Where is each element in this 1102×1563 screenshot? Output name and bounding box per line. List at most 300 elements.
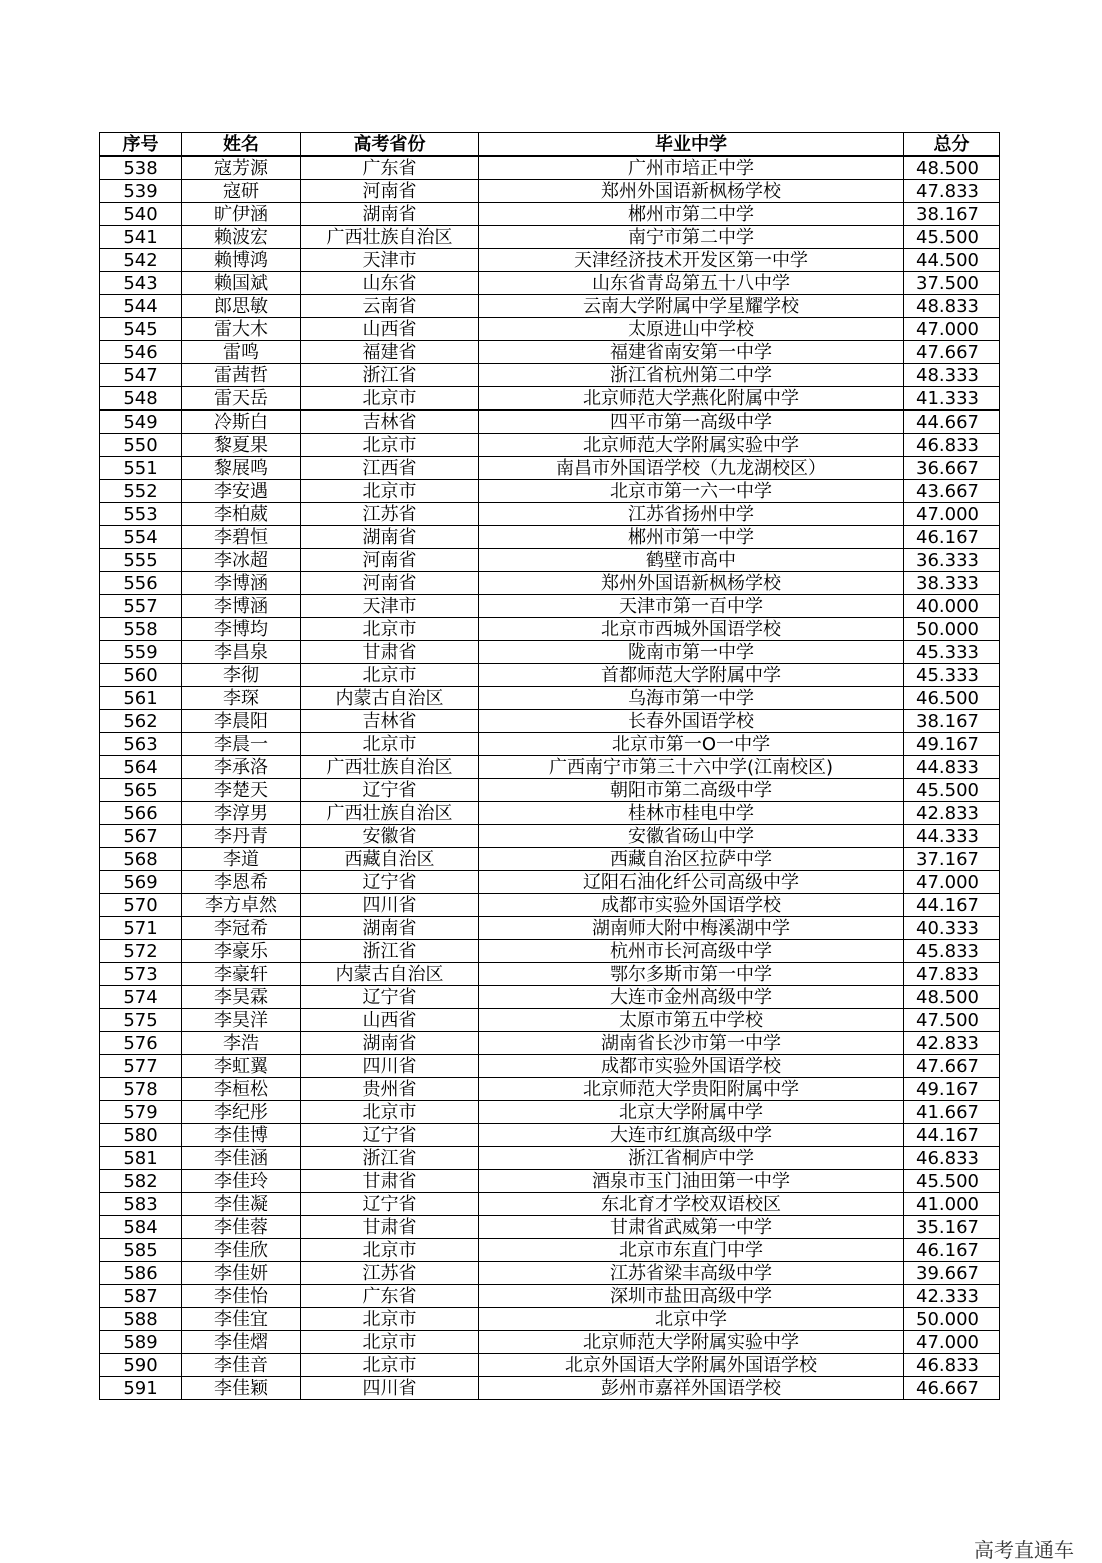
cell-school: 成都市实验外国语学校 [479, 1055, 904, 1078]
cell-score: 45.833 [904, 940, 1000, 963]
cell-school: 大连市金州高级中学 [479, 986, 904, 1009]
header-name: 姓名 [182, 133, 301, 157]
cell-name: 李碧恒 [182, 526, 301, 549]
cell-name: 李柏葳 [182, 503, 301, 526]
cell-index: 541 [100, 226, 182, 249]
cell-school: 北京大学附属中学 [479, 1101, 904, 1124]
cell-province: 广东省 [301, 156, 479, 180]
cell-name: 李彻 [182, 664, 301, 687]
cell-school: 郑州外国语新枫杨学校 [479, 572, 904, 595]
cell-name: 李佳妍 [182, 1262, 301, 1285]
cell-province: 甘肃省 [301, 641, 479, 664]
cell-school: 山东省青岛第五十八中学 [479, 272, 904, 295]
cell-score: 47.833 [904, 180, 1000, 203]
cell-score: 45.333 [904, 664, 1000, 687]
cell-name: 李佳凝 [182, 1193, 301, 1216]
cell-province: 北京市 [301, 387, 479, 411]
cell-score: 45.500 [904, 1170, 1000, 1193]
cell-name: 雷鸣 [182, 341, 301, 364]
cell-province: 天津市 [301, 595, 479, 618]
cell-province: 北京市 [301, 618, 479, 641]
cell-name: 李安遇 [182, 480, 301, 503]
cell-index: 568 [100, 848, 182, 871]
cell-school: 湖南省长沙市第一中学 [479, 1032, 904, 1055]
table-row [100, 618, 1000, 641]
cell-index: 561 [100, 687, 182, 710]
cell-school: 郴州市第一中学 [479, 526, 904, 549]
table-row [100, 1170, 1000, 1193]
cell-province: 甘肃省 [301, 1216, 479, 1239]
cell-name: 李佳涵 [182, 1147, 301, 1170]
cell-index: 559 [100, 641, 182, 664]
cell-score: 46.833 [904, 1354, 1000, 1377]
cell-score: 44.167 [904, 1124, 1000, 1147]
cell-score: 44.667 [904, 410, 1000, 434]
cell-school: 太原市第五中学校 [479, 1009, 904, 1032]
cell-province: 天津市 [301, 249, 479, 272]
cell-score: 46.500 [904, 687, 1000, 710]
cell-index: 564 [100, 756, 182, 779]
cell-school: 浙江省桐庐中学 [479, 1147, 904, 1170]
cell-province: 吉林省 [301, 410, 479, 434]
cell-province: 内蒙古自治区 [301, 963, 479, 986]
cell-index: 542 [100, 249, 182, 272]
cell-name: 李丹青 [182, 825, 301, 848]
cell-index: 583 [100, 1193, 182, 1216]
cell-province: 北京市 [301, 664, 479, 687]
cell-index: 587 [100, 1285, 182, 1308]
cell-index: 549 [100, 410, 182, 434]
cell-index: 550 [100, 434, 182, 457]
cell-score: 37.500 [904, 272, 1000, 295]
cell-name: 李佳熠 [182, 1331, 301, 1354]
cell-index: 589 [100, 1331, 182, 1354]
cell-name: 李恩希 [182, 871, 301, 894]
cell-province: 北京市 [301, 1308, 479, 1331]
cell-name: 旷伊涵 [182, 203, 301, 226]
cell-index: 588 [100, 1308, 182, 1331]
cell-province: 北京市 [301, 434, 479, 457]
table-row [100, 364, 1000, 387]
cell-province: 山西省 [301, 318, 479, 341]
cell-score: 47.667 [904, 341, 1000, 364]
table-row [100, 272, 1000, 295]
cell-province: 江苏省 [301, 1262, 479, 1285]
cell-index: 571 [100, 917, 182, 940]
cell-school: 浙江省杭州第二中学 [479, 364, 904, 387]
cell-school: 鄂尔多斯市第一中学 [479, 963, 904, 986]
table-row [100, 387, 1000, 411]
cell-school: 甘肃省武威第一中学 [479, 1216, 904, 1239]
cell-school: 北京市东直门中学 [479, 1239, 904, 1262]
cell-province: 吉林省 [301, 710, 479, 733]
cell-name: 李纪彤 [182, 1101, 301, 1124]
table-row [100, 1193, 1000, 1216]
cell-province: 北京市 [301, 1331, 479, 1354]
cell-score: 49.167 [904, 1078, 1000, 1101]
cell-index: 572 [100, 940, 182, 963]
cell-school: 辽阳石油化纤公司高级中学 [479, 871, 904, 894]
cell-score: 48.333 [904, 364, 1000, 387]
cell-name: 李博涵 [182, 595, 301, 618]
cell-index: 558 [100, 618, 182, 641]
cell-index: 586 [100, 1262, 182, 1285]
cell-name: 李豪轩 [182, 963, 301, 986]
cell-score: 42.333 [904, 1285, 1000, 1308]
table-row [100, 549, 1000, 572]
table-row [100, 295, 1000, 318]
cell-score: 42.833 [904, 1032, 1000, 1055]
cell-school: 长春外国语学校 [479, 710, 904, 733]
table-row [100, 1009, 1000, 1032]
cell-score: 44.833 [904, 756, 1000, 779]
table-body [100, 156, 1000, 1400]
cell-name: 李佳颖 [182, 1377, 301, 1400]
cell-province: 浙江省 [301, 1147, 479, 1170]
cell-school: 陇南市第一中学 [479, 641, 904, 664]
table-row [100, 894, 1000, 917]
cell-province: 辽宁省 [301, 1193, 479, 1216]
cell-name: 李豪乐 [182, 940, 301, 963]
table-row [100, 825, 1000, 848]
cell-province: 北京市 [301, 1354, 479, 1377]
cell-province: 福建省 [301, 341, 479, 364]
cell-province: 江西省 [301, 457, 479, 480]
cell-score: 47.000 [904, 318, 1000, 341]
cell-school: 朝阳市第二高级中学 [479, 779, 904, 802]
table-row [100, 1032, 1000, 1055]
cell-name: 李佳玲 [182, 1170, 301, 1193]
cell-name: 赖波宏 [182, 226, 301, 249]
cell-school: 北京市第一六一中学 [479, 480, 904, 503]
cell-index: 577 [100, 1055, 182, 1078]
cell-province: 广西壮族自治区 [301, 756, 479, 779]
table-row [100, 687, 1000, 710]
table-row [100, 1354, 1000, 1377]
cell-school: 北京师范大学附属实验中学 [479, 1331, 904, 1354]
cell-school: 广州市培正中学 [479, 156, 904, 180]
cell-score: 39.667 [904, 1262, 1000, 1285]
cell-score: 46.833 [904, 1147, 1000, 1170]
cell-province: 辽宁省 [301, 986, 479, 1009]
table-row [100, 963, 1000, 986]
cell-index: 539 [100, 180, 182, 203]
cell-school: 安徽省砀山中学 [479, 825, 904, 848]
cell-score: 43.667 [904, 480, 1000, 503]
cell-index: 553 [100, 503, 182, 526]
cell-province: 辽宁省 [301, 871, 479, 894]
cell-name: 李方卓然 [182, 894, 301, 917]
cell-score: 38.167 [904, 710, 1000, 733]
cell-score: 48.500 [904, 986, 1000, 1009]
cell-school: 郑州外国语新枫杨学校 [479, 180, 904, 203]
cell-name: 李楚天 [182, 779, 301, 802]
cell-school: 鹤壁市高中 [479, 549, 904, 572]
cell-province: 云南省 [301, 295, 479, 318]
table-row [100, 1262, 1000, 1285]
cell-name: 李道 [182, 848, 301, 871]
cell-score: 47.000 [904, 503, 1000, 526]
cell-score: 44.333 [904, 825, 1000, 848]
cell-province: 北京市 [301, 1101, 479, 1124]
cell-score: 36.667 [904, 457, 1000, 480]
cell-name: 冷斯白 [182, 410, 301, 434]
table-row [100, 434, 1000, 457]
cell-index: 543 [100, 272, 182, 295]
cell-index: 562 [100, 710, 182, 733]
table-row [100, 203, 1000, 226]
cell-name: 李桓松 [182, 1078, 301, 1101]
cell-name: 黎展鸣 [182, 457, 301, 480]
cell-index: 591 [100, 1377, 182, 1400]
cell-school: 首都师范大学附属中学 [479, 664, 904, 687]
cell-province: 北京市 [301, 480, 479, 503]
cell-index: 556 [100, 572, 182, 595]
cell-name: 李承洛 [182, 756, 301, 779]
table-row [100, 1216, 1000, 1239]
cell-index: 554 [100, 526, 182, 549]
cell-school: 北京市第一O一中学 [479, 733, 904, 756]
cell-name: 寇研 [182, 180, 301, 203]
cell-province: 内蒙古自治区 [301, 687, 479, 710]
cell-name: 郎思敏 [182, 295, 301, 318]
table-row [100, 503, 1000, 526]
cell-province: 贵州省 [301, 1078, 479, 1101]
table-row [100, 986, 1000, 1009]
cell-index: 545 [100, 318, 182, 341]
cell-school: 郴州市第二中学 [479, 203, 904, 226]
cell-score: 45.500 [904, 226, 1000, 249]
cell-score: 46.167 [904, 526, 1000, 549]
cell-score: 44.167 [904, 894, 1000, 917]
cell-index: 551 [100, 457, 182, 480]
cell-index: 570 [100, 894, 182, 917]
table-row [100, 664, 1000, 687]
cell-school: 南宁市第二中学 [479, 226, 904, 249]
cell-index: 580 [100, 1124, 182, 1147]
cell-name: 赖博鸿 [182, 249, 301, 272]
cell-name: 李浩 [182, 1032, 301, 1055]
cell-school: 北京师范大学贵阳附属中学 [479, 1078, 904, 1101]
cell-name: 雷天岳 [182, 387, 301, 411]
cell-index: 552 [100, 480, 182, 503]
table-row [100, 871, 1000, 894]
cell-score: 50.000 [904, 1308, 1000, 1331]
cell-name: 赖国斌 [182, 272, 301, 295]
cell-score: 46.667 [904, 1377, 1000, 1400]
cell-province: 浙江省 [301, 364, 479, 387]
cell-province: 河南省 [301, 572, 479, 595]
cell-province: 四川省 [301, 1055, 479, 1078]
cell-province: 安徽省 [301, 825, 479, 848]
table-row [100, 156, 1000, 180]
cell-province: 江苏省 [301, 503, 479, 526]
cell-name: 李虹翼 [182, 1055, 301, 1078]
cell-province: 辽宁省 [301, 1124, 479, 1147]
cell-province: 北京市 [301, 733, 479, 756]
cell-index: 540 [100, 203, 182, 226]
table-row [100, 1124, 1000, 1147]
cell-province: 湖南省 [301, 1032, 479, 1055]
cell-score: 46.833 [904, 434, 1000, 457]
cell-province: 湖南省 [301, 526, 479, 549]
cell-school: 北京中学 [479, 1308, 904, 1331]
cell-score: 47.000 [904, 871, 1000, 894]
cell-province: 广东省 [301, 1285, 479, 1308]
table-row [100, 526, 1000, 549]
table-row [100, 410, 1000, 434]
cell-school: 杭州市长河高级中学 [479, 940, 904, 963]
cell-index: 585 [100, 1239, 182, 1262]
cell-school: 四平市第一高级中学 [479, 410, 904, 434]
cell-school: 北京师范大学附属实验中学 [479, 434, 904, 457]
cell-name: 李博涵 [182, 572, 301, 595]
cell-school: 西藏自治区拉萨中学 [479, 848, 904, 871]
table-row [100, 572, 1000, 595]
cell-score: 35.167 [904, 1216, 1000, 1239]
cell-province: 河南省 [301, 180, 479, 203]
cell-score: 42.833 [904, 802, 1000, 825]
cell-name: 李佳蓉 [182, 1216, 301, 1239]
cell-index: 544 [100, 295, 182, 318]
cell-province: 北京市 [301, 1239, 479, 1262]
cell-index: 563 [100, 733, 182, 756]
cell-name: 李淳男 [182, 802, 301, 825]
cell-index: 555 [100, 549, 182, 572]
cell-school: 桂林市桂电中学 [479, 802, 904, 825]
cell-index: 575 [100, 1009, 182, 1032]
header-province: 高考省份 [301, 133, 479, 157]
cell-name: 寇芳源 [182, 156, 301, 180]
table-row [100, 1377, 1000, 1400]
cell-school: 太原进山中学校 [479, 318, 904, 341]
cell-name: 李琛 [182, 687, 301, 710]
cell-score: 50.000 [904, 618, 1000, 641]
cell-school: 酒泉市玉门油田第一中学 [479, 1170, 904, 1193]
cell-index: 579 [100, 1101, 182, 1124]
table-row [100, 641, 1000, 664]
cell-score: 47.000 [904, 1331, 1000, 1354]
table-row [100, 802, 1000, 825]
cell-province: 西藏自治区 [301, 848, 479, 871]
cell-name: 李博均 [182, 618, 301, 641]
cell-index: 548 [100, 387, 182, 411]
cell-index: 546 [100, 341, 182, 364]
cell-score: 41.333 [904, 387, 1000, 411]
cell-score: 49.167 [904, 733, 1000, 756]
cell-school: 广西南宁市第三十六中学(江南校区) [479, 756, 904, 779]
cell-score: 44.500 [904, 249, 1000, 272]
cell-school: 北京外国语大学附属外国语学校 [479, 1354, 904, 1377]
cell-province: 甘肃省 [301, 1170, 479, 1193]
cell-province: 广西壮族自治区 [301, 226, 479, 249]
header-score: 总分 [904, 133, 1000, 157]
header-row [100, 133, 1000, 157]
table-row [100, 480, 1000, 503]
cell-school: 大连市红旗高级中学 [479, 1124, 904, 1147]
table-row [100, 180, 1000, 203]
cell-name: 雷大木 [182, 318, 301, 341]
cell-school: 福建省南安第一中学 [479, 341, 904, 364]
cell-index: 584 [100, 1216, 182, 1239]
cell-index: 560 [100, 664, 182, 687]
table-row [100, 1147, 1000, 1170]
cell-index: 557 [100, 595, 182, 618]
cell-school: 北京市西城外国语学校 [479, 618, 904, 641]
cell-province: 山西省 [301, 1009, 479, 1032]
cell-province: 浙江省 [301, 940, 479, 963]
cell-name: 李冠希 [182, 917, 301, 940]
cell-school: 乌海市第一中学 [479, 687, 904, 710]
table-row [100, 595, 1000, 618]
table-row [100, 318, 1000, 341]
cell-school: 北京师范大学燕化附属中学 [479, 387, 904, 411]
cell-school: 深圳市盐田高级中学 [479, 1285, 904, 1308]
table-row [100, 756, 1000, 779]
cell-name: 李佳欣 [182, 1239, 301, 1262]
table-row [100, 1101, 1000, 1124]
cell-score: 47.500 [904, 1009, 1000, 1032]
cell-score: 47.667 [904, 1055, 1000, 1078]
cell-score: 40.000 [904, 595, 1000, 618]
cell-province: 河南省 [301, 549, 479, 572]
table-row [100, 940, 1000, 963]
table-row [100, 249, 1000, 272]
table-row [100, 779, 1000, 802]
cell-province: 山东省 [301, 272, 479, 295]
table-row [100, 1308, 1000, 1331]
cell-name: 李晨阳 [182, 710, 301, 733]
cell-index: 547 [100, 364, 182, 387]
cell-province: 湖南省 [301, 917, 479, 940]
cell-index: 573 [100, 963, 182, 986]
cell-school: 江苏省扬州中学 [479, 503, 904, 526]
table-row [100, 710, 1000, 733]
cell-name: 李冰超 [182, 549, 301, 572]
cell-score: 48.833 [904, 295, 1000, 318]
cell-name: 李佳宜 [182, 1308, 301, 1331]
cell-index: 566 [100, 802, 182, 825]
header-school: 毕业中学 [479, 133, 904, 157]
cell-name: 李昊霖 [182, 986, 301, 1009]
cell-index: 565 [100, 779, 182, 802]
cell-school: 南昌市外国语学校（九龙湖校区） [479, 457, 904, 480]
cell-score: 36.333 [904, 549, 1000, 572]
table-row [100, 226, 1000, 249]
cell-index: 569 [100, 871, 182, 894]
table-row [100, 917, 1000, 940]
cell-province: 四川省 [301, 894, 479, 917]
cell-name: 李昌泉 [182, 641, 301, 664]
cell-score: 46.167 [904, 1239, 1000, 1262]
watermark-text: 高考直通车 [974, 1538, 1074, 1562]
cell-school: 湖南师大附中梅溪湖中学 [479, 917, 904, 940]
cell-score: 38.167 [904, 203, 1000, 226]
cell-school: 成都市实验外国语学校 [479, 894, 904, 917]
table-row [100, 457, 1000, 480]
cell-score: 40.333 [904, 917, 1000, 940]
cell-name: 雷茜哲 [182, 364, 301, 387]
cell-name: 李佳博 [182, 1124, 301, 1147]
cell-province: 四川省 [301, 1377, 479, 1400]
cell-score: 41.667 [904, 1101, 1000, 1124]
table-row [100, 1331, 1000, 1354]
cell-score: 45.500 [904, 779, 1000, 802]
cell-name: 李昊洋 [182, 1009, 301, 1032]
cell-index: 578 [100, 1078, 182, 1101]
cell-index: 581 [100, 1147, 182, 1170]
cell-school: 天津市第一百中学 [479, 595, 904, 618]
